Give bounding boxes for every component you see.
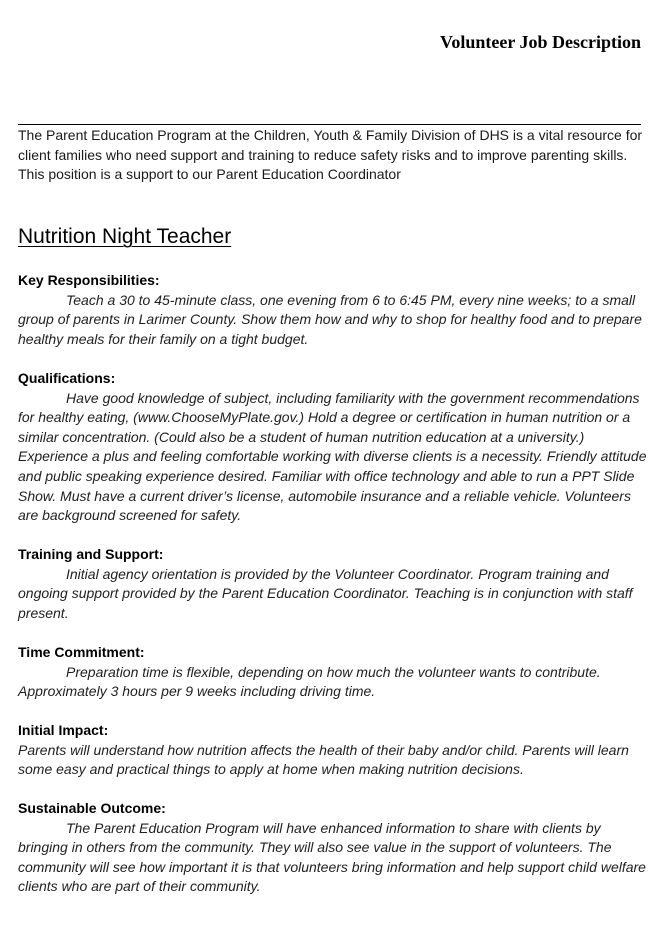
section-time-commitment	[18, 643, 648, 702]
intro-paragraph: The Parent Education Program at the Children, Youth & Family Division of DHS is a vital resource for client families who need support and training to reduce safety risks and to improve parenting skills. This position is a support to our Parent Education Coordinator	[18, 127, 643, 183]
section-heading: Initial Impact:	[18, 722, 109, 738]
section-heading: Key Responsibilities:	[18, 272, 160, 288]
section-body: The Parent Education Program will have enhanced information to share with clients by bringing in others from the community. They will also see value in the support of volunteers. The community will see how important it is that volunteers bring information and help support child welfare clients who are part of their community.	[18, 819, 646, 895]
section-initial-impact	[18, 721, 648, 780]
document-header-title: Volunteer Job Description	[439, 32, 641, 52]
section-training-and-support	[18, 545, 648, 623]
section-body: Teach a 30 to 45-minute class, one evening from 6 to 6:45 PM, every nine weeks; to a small group of parents in Larimer County. Show them how and why to shop for healthy food and to prepare healthy meals for their family on a tight budget.	[18, 291, 642, 347]
section-body: Parents will understand how nutrition affects the health of their baby and/or child. Parents will learn some easy and practical things to apply at home when making nutrition decisions.	[18, 741, 629, 778]
section-heading: Sustainable Outcome:	[18, 800, 166, 816]
section-heading: Qualifications:	[18, 370, 116, 386]
job-title: Nutrition Night Teacher	[18, 225, 232, 248]
section-qualifications	[18, 369, 648, 526]
section-body: Have good knowledge of subject, including familiarity with the government recommendations for healthy eating, (www.ChooseMyPlate.gov.) Hold a degree or certification in human nutrition or a similar concentration. (Could also be a student of human nutrition education at a university.) Experience a plus and feeling comfortable working with diverse clients is a necessity. Friendly attitude and public speaking experience desired. Familiar with office technology and able to run a PPT Slide Show. Must have a current driver’s license, automobile insurance and a reliable vehicle. Volunteers are background screened for safety.	[18, 389, 647, 524]
section-sustainable-outcome	[18, 799, 648, 897]
section-body: Preparation time is flexible, depending on how much the volunteer wants to contribute. Approximately 3 hours per 9 weeks including driving time.	[18, 663, 601, 700]
section-key-responsibilities	[18, 271, 648, 349]
header-divider	[18, 124, 641, 125]
section-body: Initial agency orientation is provided by the Volunteer Coordinator. Program training and ongoing support provided by the Parent Education Coordinator. Teaching is in conjunction with staff present.	[18, 565, 633, 621]
section-heading: Time Commitment:	[18, 644, 145, 660]
section-heading: Training and Support:	[18, 546, 164, 562]
